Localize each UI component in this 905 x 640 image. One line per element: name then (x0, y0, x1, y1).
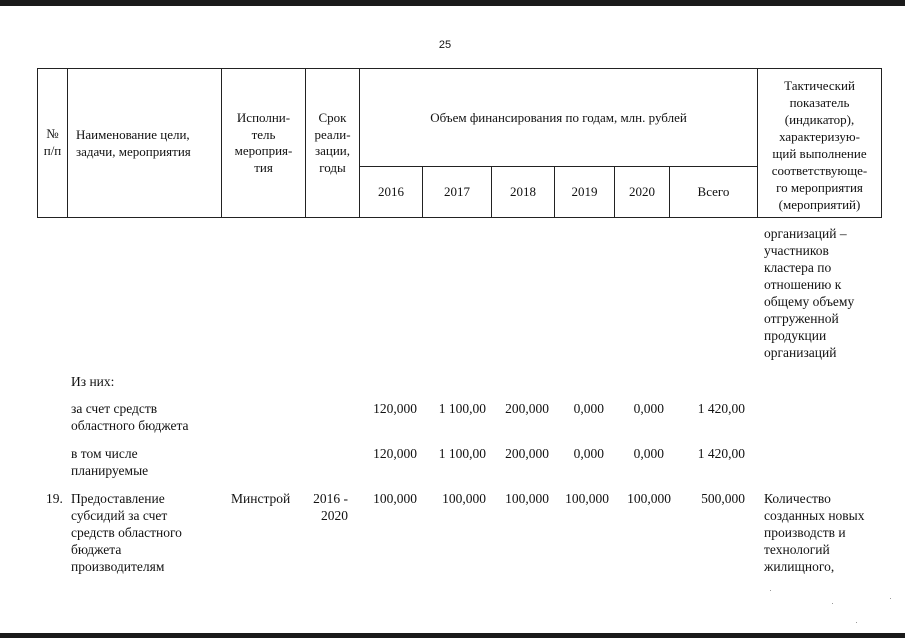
item-19-name: Предоставление субсидий за счет средств областного бюджета производителям (71, 491, 182, 574)
table-cell: 100,000 (442, 491, 486, 506)
item-19-indicator: Количество созданных новых производств и технологий жилищного, (764, 491, 865, 574)
scan-speck (770, 590, 771, 591)
of-them-label: Из них: (71, 374, 115, 389)
table-cell: 1 420,00 (697, 401, 745, 416)
table-cell: 0,000 (573, 446, 604, 461)
table-cell: 0,000 (633, 446, 664, 461)
row-label-regional-budget: за счет средств областного бюджета (71, 401, 189, 433)
header-col-indicator: Тактический показатель (индикатор), характеризую- щий выполнение соответствующе- го мероприятия (мероприятий) (771, 78, 868, 212)
scan-speck (832, 603, 833, 604)
table-cell: 100,000 (373, 491, 417, 506)
header-total: Всего (697, 184, 730, 199)
header-year-2016: 2016 (378, 184, 404, 199)
table-cell: 500,000 (701, 491, 745, 506)
header-col-executor: Исполни- тель мероприя- тия (234, 110, 293, 175)
table-cell: 100,000 (627, 491, 671, 506)
header-year-2020: 2020 (629, 184, 655, 199)
bottom-border (0, 633, 905, 638)
item-19-number: 19. (46, 491, 63, 506)
scan-speck (890, 598, 891, 599)
header-col-volume: Объем финансирования по годам, млн. рублей (430, 110, 687, 125)
header-col-term: Срок реали- зации, годы (314, 110, 351, 175)
scan-speck (856, 622, 857, 623)
table-cell: 200,000 (505, 401, 549, 416)
table-cell: 1 420,00 (697, 446, 745, 461)
header-col-number: № п/п (43, 126, 62, 158)
table-cell: 120,000 (373, 446, 417, 461)
table-cell: 1 100,00 (438, 446, 486, 461)
table-cell: 100,000 (565, 491, 609, 506)
header-year-2019: 2019 (571, 184, 598, 199)
top-border (0, 0, 905, 6)
table-cell: 120,000 (373, 401, 417, 416)
table-cell: 1 100,00 (438, 401, 486, 416)
header-col-name: Наименование цели, задачи, мероприятия (76, 127, 191, 159)
row-label-planned: в том числе планируемые (71, 446, 149, 478)
table-cell: 0,000 (573, 401, 604, 416)
item-19-executor: Минстрой (231, 491, 291, 506)
table-cell: 200,000 (505, 446, 549, 461)
indicator-continuation: организаций – участников кластера по отношению к общему объему отгруженной продукции организаций (764, 226, 855, 360)
page-number: 25 (438, 39, 452, 51)
table-cell: 0,000 (633, 401, 664, 416)
header-year-2018: 2018 (510, 184, 536, 199)
item-19-term: 2016 - 2020 (313, 491, 348, 523)
table-cell: 100,000 (505, 491, 549, 506)
header-year-2017: 2017 (444, 184, 470, 199)
